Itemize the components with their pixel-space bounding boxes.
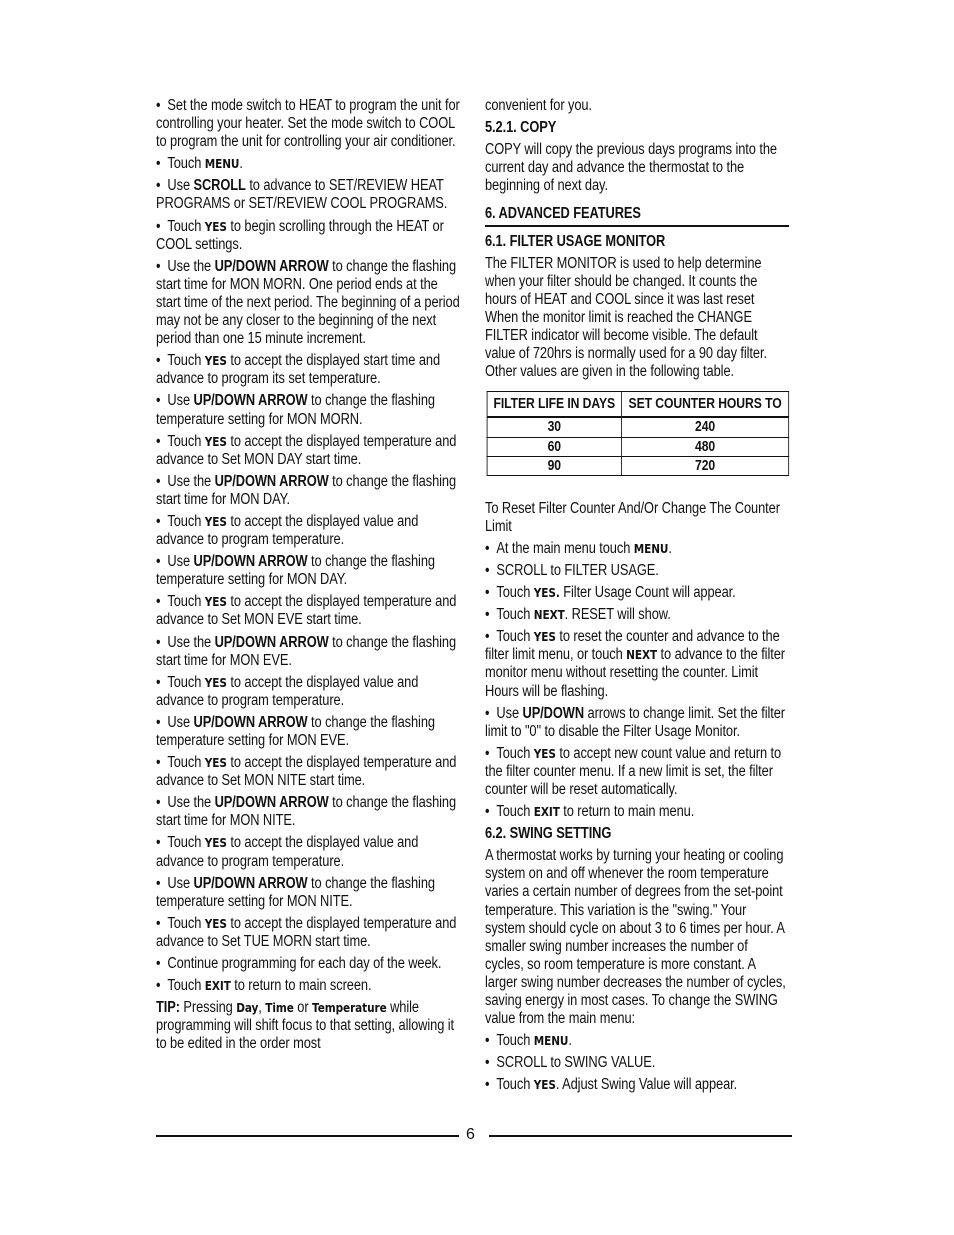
button-key: EXIT [533, 804, 560, 820]
list-item [156, 915, 460, 951]
item-text: Use [167, 713, 194, 731]
button-key: YES [533, 745, 556, 761]
bullet-glyph: • [156, 754, 161, 772]
list-item [485, 540, 789, 558]
programming-steps-list [156, 97, 460, 995]
item-text: Touch [167, 673, 205, 691]
list-item [485, 803, 789, 821]
button-key: YES. [533, 585, 560, 601]
item-text: Touch [167, 914, 205, 932]
item-text: to accept the displayed temperature and advance to Set MON EVE start time. [156, 593, 457, 629]
item-text: to accept the displayed value and advance to program temperature. [156, 673, 419, 709]
table-row [487, 437, 789, 456]
item-text: to accept the displayed value and advance to program temperature. [156, 512, 419, 549]
item-text: to return to main menu. [559, 803, 695, 821]
list-item [156, 875, 460, 911]
emphasis-text: UP/DOWN ARROW [193, 553, 308, 571]
emphasis-text: UP/DOWN ARROW [214, 794, 329, 812]
button-key: YES [204, 915, 227, 931]
button-key: YES [204, 353, 227, 369]
bullet-glyph: • [485, 539, 490, 557]
list-item [156, 714, 460, 750]
list-item [485, 745, 789, 799]
button-key: YES [204, 594, 227, 610]
bullet-glyph: • [485, 1076, 490, 1094]
list-item [485, 606, 789, 624]
bullet-glyph: • [485, 803, 490, 821]
table-cell: 480 [621, 437, 788, 456]
list-item [156, 834, 460, 870]
list-item [156, 794, 460, 830]
item-text: Touch [167, 217, 205, 235]
table-header-cell: SET COUNTER HOURS TO [621, 392, 788, 418]
button-key: YES [533, 629, 556, 645]
item-text: to advance to SET/REVIEW HEAT PROGRAMS or SET/REVIEW COOL PROGRAMS. [156, 177, 448, 213]
list-item [156, 955, 460, 973]
bullet-glyph: • [156, 257, 161, 275]
table-row [487, 456, 789, 475]
item-text: Touch [167, 754, 205, 772]
list-item [485, 1076, 789, 1094]
item-text: to change the flashing start time for MON EVE. [156, 633, 457, 669]
reset-intro: To Reset Filter Counter And/Or Change The Counter Limit [485, 499, 780, 535]
swing-heading: 6.2. SWING SETTING [485, 825, 612, 843]
bullet-glyph: • [156, 633, 161, 651]
bullet-glyph: • [485, 628, 490, 646]
bullet-glyph: • [156, 673, 161, 691]
item-text: . [668, 539, 672, 557]
item-text: Use the [167, 472, 215, 490]
item-text: Use [167, 874, 194, 892]
item-text: . [568, 1032, 572, 1050]
table-cell: 30 [487, 417, 621, 437]
item-text: SCROLL to FILTER USAGE. [496, 561, 659, 579]
continued-text: convenient for you. [485, 97, 592, 114]
list-item [156, 177, 460, 213]
button-key: YES [204, 218, 227, 234]
table-cell: 60 [487, 437, 621, 456]
tip-label: TIP: [156, 999, 180, 1017]
swing-text: A thermostat works by turning your heating or cooling system on and off whenever the room temperature varies a certain number of degrees from the set-point temperature. This variation is the "swing." Your system should cycle on about 3 to 6 times per hour. A smaller swing number increases the number of cycles, so room temperature is more constant. A larger swing number decreases the number of cycles, saving energy in most cases. To change the SWING value from the main menu: [485, 847, 786, 1028]
bullet-glyph: • [485, 1032, 490, 1050]
bullet-glyph: • [156, 177, 161, 195]
table-row [487, 417, 789, 437]
bullet-glyph: • [485, 704, 490, 722]
bullet-glyph: • [156, 593, 161, 611]
item-text: to change the flashing temperature setting for MON EVE. [156, 713, 435, 749]
item-text: Touch [496, 606, 534, 624]
temperature-key: Temperature [312, 1000, 387, 1016]
list-item [485, 628, 789, 700]
item-text: Touch [496, 1076, 534, 1094]
item-text: Use the [167, 257, 215, 275]
list-item [156, 593, 460, 629]
item-text: to return to main screen. [230, 977, 372, 995]
item-text: Use [167, 553, 194, 571]
item-text: to advance to the filter monitor menu without resetting the counter. Limit Hours will be flashing. [485, 646, 785, 700]
button-key: NEXT [626, 647, 658, 663]
item-text: Touch [167, 593, 205, 611]
bullet-glyph: • [156, 512, 161, 530]
bullet-glyph: • [156, 553, 161, 571]
filter-usage-text: The FILTER MONITOR is used to help determine when your filter should be changed. It counts the hours of HEAT and COOL since it was last reset When the monitor limit is reached the CHANGE FILTER indicator will become visible. The default value of 720hrs is normally used for a 90 day filter. Other values are given in the following table. [485, 254, 767, 381]
list-item [485, 562, 789, 580]
list-item [156, 352, 460, 388]
swing-steps-list [485, 1032, 789, 1094]
item-text: SCROLL to SWING VALUE. [496, 1054, 656, 1072]
item-text: Touch [167, 834, 205, 852]
item-text: to change the flashing temperature setting for MON DAY. [156, 553, 435, 589]
button-key: MENU [633, 540, 669, 556]
item-text: to begin scrolling through the HEAT or COOL settings. [156, 217, 444, 253]
button-key: YES [204, 513, 227, 529]
bullet-glyph: • [156, 217, 161, 235]
bullet-glyph: • [156, 834, 161, 852]
item-text: to accept the displayed value and advance to program temperature. [156, 834, 419, 870]
emphasis-text: UP/DOWN ARROW [193, 874, 308, 892]
table-cell: 90 [487, 456, 621, 475]
bullet-glyph: • [156, 713, 161, 731]
item-text: to accept the displayed start time and advance to program its set temperature. [156, 352, 441, 388]
item-text: Touch [167, 432, 205, 450]
item-text: At the main menu touch [496, 539, 634, 557]
list-item [156, 433, 460, 469]
list-item [485, 1032, 789, 1050]
list-item [156, 155, 460, 173]
table-cell: 720 [621, 456, 788, 475]
bullet-glyph: • [156, 914, 161, 932]
list-item [156, 553, 460, 589]
bullet-glyph: • [156, 97, 161, 114]
table-header-row [487, 392, 789, 418]
table-cell: 240 [621, 417, 788, 437]
item-text: Touch [496, 803, 534, 821]
day-key: Day [236, 1000, 259, 1016]
item-text: to change the flashing start time for MON MORN. One period ends at the start time of the next period. The beginning of a period may not be any closer to the beginning of the next period than one 15 minute increment. [156, 257, 460, 348]
copy-heading: 5.2.1. COPY [485, 119, 557, 137]
button-key: EXIT [204, 978, 231, 994]
item-text: Use the [167, 794, 215, 812]
reset-steps-list [485, 540, 789, 821]
bullet-glyph: • [485, 584, 490, 602]
item-text: Use the [167, 633, 215, 651]
bullet-glyph: • [156, 155, 161, 173]
list-item [485, 584, 789, 602]
tip-paragraph: TIP: Pressing Day, Time or Temperature while programming will shift focus to that setting, allowing it to be edited in the order most [156, 999, 455, 1053]
table-header-cell: FILTER LIFE IN DAYS [487, 392, 621, 418]
emphasis-text: UP/DOWN ARROW [193, 392, 308, 410]
item-text: arrows to change limit. Set the filter limit to "0" to disable the Filter Usage Monitor. [485, 704, 785, 740]
emphasis-text: UP/DOWN [522, 704, 585, 722]
button-key: YES [204, 835, 227, 851]
advanced-features-heading: 6. ADVANCED FEATURES [485, 205, 789, 226]
button-key: MENU [204, 156, 240, 172]
emphasis-text: SCROLL [193, 177, 246, 195]
button-key: YES [533, 1077, 556, 1093]
emphasis-text: UP/DOWN ARROW [214, 257, 329, 275]
item-text: . Adjust Swing Value will appear. [555, 1076, 738, 1094]
bullet-glyph: • [485, 744, 490, 762]
bullet-glyph: • [156, 955, 161, 973]
item-text: Use [167, 392, 194, 410]
filter-life-table [487, 391, 789, 475]
button-key: NEXT [533, 607, 565, 623]
bullet-glyph: • [156, 472, 161, 490]
item-text: to change the flashing start time for MON NITE. [156, 794, 457, 830]
list-item [485, 1054, 789, 1072]
bullet-glyph: • [156, 392, 161, 410]
list-item [156, 258, 460, 348]
list-item [156, 97, 460, 151]
footer-rule-right [489, 1135, 792, 1137]
page-number: 6 [466, 1126, 475, 1143]
item-text: Use [167, 177, 194, 195]
button-key: YES [204, 674, 227, 690]
item-text: Touch [496, 584, 534, 602]
list-item [156, 634, 460, 670]
filter-usage-heading: 6.1. FILTER USAGE MONITOR [485, 232, 666, 250]
left-column [156, 97, 460, 1058]
list-item [156, 977, 460, 995]
bullet-glyph: • [485, 606, 490, 624]
footer-rule-left [156, 1135, 459, 1137]
bullet-glyph: • [485, 561, 490, 579]
item-text: Set the mode switch to HEAT to program the unit for controlling your heater. Set the mode switch to COOL to program the unit for controlling your air conditioner. [156, 97, 460, 151]
item-text: Filter Usage Count will appear. [559, 584, 736, 602]
emphasis-text: UP/DOWN ARROW [214, 472, 329, 490]
list-item [156, 392, 460, 428]
item-text: . [239, 155, 243, 173]
item-text: Use [496, 704, 523, 722]
bullet-glyph: • [156, 977, 161, 995]
list-item [156, 218, 460, 254]
item-text: to change the flashing temperature setting for MON MORN. [156, 392, 435, 428]
button-key: MENU [533, 1033, 569, 1049]
item-text: to accept the displayed temperature and advance to Set MON NITE start time. [156, 754, 457, 790]
item-text: to change the flashing temperature setting for MON NITE. [156, 874, 435, 910]
item-text: to reset the counter and advance to the filter limit menu, or touch [485, 628, 780, 664]
item-text: to accept the displayed temperature and advance to Set MON DAY start time. [156, 432, 457, 468]
item-text: to change the flashing start time for MON DAY. [156, 472, 457, 508]
button-key: YES [204, 755, 227, 771]
item-text: . RESET will show. [564, 606, 671, 624]
item-text: Touch [167, 512, 205, 530]
emphasis-text: UP/DOWN ARROW [193, 713, 308, 731]
item-text: Touch [496, 744, 534, 762]
copy-text: COPY will copy the previous days programs into the current day and advance the thermostat to the beginning of next day. [485, 141, 777, 195]
item-text: to accept new count value and return to the filter counter menu. If a new limit is set, the filter counter will be reset automatically. [485, 744, 782, 798]
emphasis-text: UP/DOWN ARROW [214, 633, 329, 651]
item-text: to accept the displayed temperature and advance to Set TUE MORN start time. [156, 914, 457, 950]
item-text: Touch [167, 352, 205, 370]
item-text: Touch [167, 977, 205, 995]
right-column [485, 97, 789, 1099]
item-text: Touch [167, 155, 205, 173]
item-text: Touch [496, 1032, 534, 1050]
button-key: YES [204, 433, 227, 449]
bullet-glyph: • [156, 794, 161, 812]
list-item [156, 754, 460, 790]
list-item [485, 705, 789, 741]
bullet-glyph: • [156, 432, 161, 450]
list-item [156, 473, 460, 509]
list-item [156, 513, 460, 549]
item-text: Continue programming for each day of the week. [167, 955, 442, 973]
bullet-glyph: • [156, 352, 161, 370]
bullet-glyph: • [485, 1054, 490, 1072]
time-key: Time [265, 1000, 294, 1016]
item-text: Touch [496, 628, 534, 646]
list-item [156, 674, 460, 710]
bullet-glyph: • [156, 874, 161, 892]
